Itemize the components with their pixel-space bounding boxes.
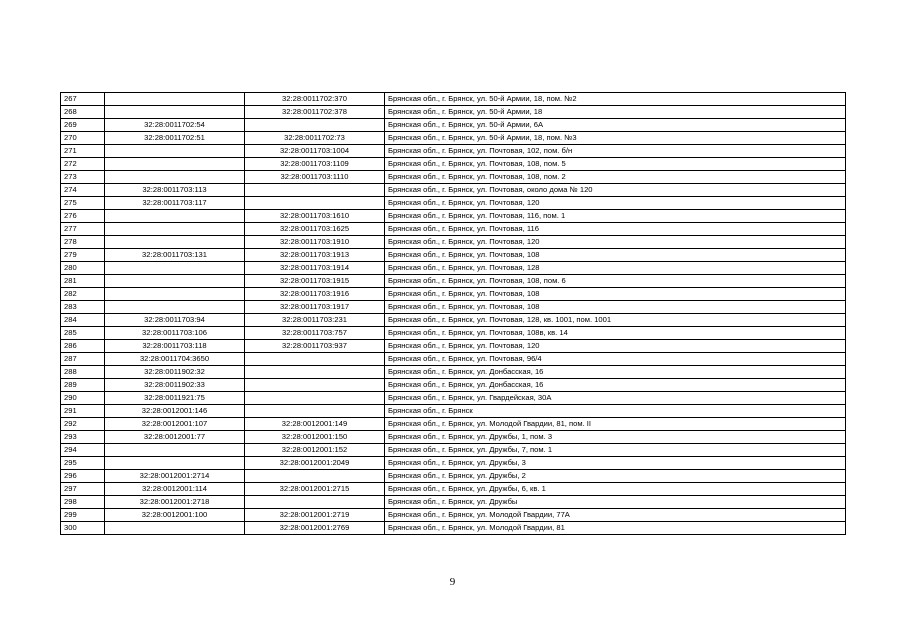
row-number-cell: 281 (61, 275, 105, 288)
cadastral-number-cell: 32:28:0011703:1004 (245, 145, 385, 158)
table-row (61, 496, 846, 509)
address-cell: Брянская обл., г. Брянск, ул. Почтовая, 128 (385, 262, 846, 275)
row-number-cell: 272 (61, 158, 105, 171)
cadastral-number-cell (105, 301, 245, 314)
cadastral-number-cell: 32:28:0011703:1610 (245, 210, 385, 223)
address-cell: Брянская обл., г. Брянск, ул. 50-й Армии, 18, пом. №3 (385, 132, 846, 145)
row-number-cell: 273 (61, 171, 105, 184)
registry-table (60, 92, 846, 535)
table-row (61, 392, 846, 405)
table-row (61, 418, 846, 431)
address-cell: Брянская обл., г. Брянск, ул. Почтовая, 108в, кв. 14 (385, 327, 846, 340)
cadastral-number-cell: 32:28:0011703:117 (105, 197, 245, 210)
cadastral-number-cell: 32:28:0012001:77 (105, 431, 245, 444)
address-cell: Брянская обл., г. Брянск, ул. Почтовая, 120 (385, 197, 846, 210)
cadastral-number-cell: 32:28:0011703:1917 (245, 301, 385, 314)
address-cell: Брянская обл., г. Брянск, ул. 50-й Армии, 6А (385, 119, 846, 132)
row-number-cell: 291 (61, 405, 105, 418)
table-row (61, 262, 846, 275)
table-row (61, 236, 846, 249)
cadastral-number-cell: 32:28:0011703:118 (105, 340, 245, 353)
address-cell: Брянская обл., г. Брянск, ул. Гвардейская, 30А (385, 392, 846, 405)
address-cell: Брянская обл., г. Брянск, ул. Почтовая, около дома № 120 (385, 184, 846, 197)
table-row (61, 210, 846, 223)
address-cell: Брянская обл., г. Брянск, ул. Почтовая, 116 (385, 223, 846, 236)
cadastral-number-cell (105, 522, 245, 535)
cadastral-number-cell: 32:28:0011703:131 (105, 249, 245, 262)
table-row (61, 184, 846, 197)
cadastral-number-cell (105, 210, 245, 223)
cadastral-number-cell (245, 470, 385, 483)
cadastral-number-cell: 32:28:0011703:106 (105, 327, 245, 340)
cadastral-number-cell (245, 197, 385, 210)
table-row (61, 405, 846, 418)
cadastral-number-cell (245, 184, 385, 197)
cadastral-number-cell (105, 158, 245, 171)
table-row (61, 522, 846, 535)
row-number-cell: 267 (61, 93, 105, 106)
cadastral-number-cell (105, 444, 245, 457)
address-cell: Брянская обл., г. Брянск, ул. Почтовая, 108, пом. 5 (385, 158, 846, 171)
row-number-cell: 295 (61, 457, 105, 470)
row-number-cell: 268 (61, 106, 105, 119)
cadastral-number-cell: 32:28:0012001:2719 (245, 509, 385, 522)
cadastral-number-cell: 32:28:0011702:73 (245, 132, 385, 145)
cadastral-number-cell (245, 353, 385, 366)
cadastral-number-cell: 32:28:0012001:2714 (105, 470, 245, 483)
address-cell: Брянская обл., г. Брянск, ул. Дружбы, 6, кв. 1 (385, 483, 846, 496)
cadastral-number-cell: 32:28:0011702:51 (105, 132, 245, 145)
address-cell: Брянская обл., г. Брянск (385, 405, 846, 418)
cadastral-number-cell (245, 496, 385, 509)
address-cell: Брянская обл., г. Брянск, ул. Почтовая, 108 (385, 249, 846, 262)
address-cell: Брянская обл., г. Брянск, ул. 50-й Армии, 18 (385, 106, 846, 119)
row-number-cell: 299 (61, 509, 105, 522)
cadastral-number-cell (105, 457, 245, 470)
row-number-cell: 282 (61, 288, 105, 301)
row-number-cell: 280 (61, 262, 105, 275)
row-number-cell: 274 (61, 184, 105, 197)
cadastral-number-cell: 32:28:0011902:32 (105, 366, 245, 379)
cadastral-number-cell (105, 288, 245, 301)
row-number-cell: 294 (61, 444, 105, 457)
cadastral-number-cell: 32:28:0011921:75 (105, 392, 245, 405)
table-row (61, 431, 846, 444)
table-row (61, 288, 846, 301)
cadastral-number-cell: 32:28:0011702:54 (105, 119, 245, 132)
table-row (61, 249, 846, 262)
row-number-cell: 277 (61, 223, 105, 236)
row-number-cell: 271 (61, 145, 105, 158)
page-number: 9 (449, 576, 456, 588)
row-number-cell: 293 (61, 431, 105, 444)
cadastral-number-cell: 32:28:0012001:107 (105, 418, 245, 431)
cadastral-number-cell: 32:28:0011703:113 (105, 184, 245, 197)
address-cell: Брянская обл., г. Брянск, ул. Дружбы (385, 496, 846, 509)
row-number-cell: 286 (61, 340, 105, 353)
address-cell: Брянская обл., г. Брянск, ул. Почтовая, 116, пом. 1 (385, 210, 846, 223)
cadastral-number-cell (245, 119, 385, 132)
cadastral-number-cell: 32:28:0012001:146 (105, 405, 245, 418)
table-row (61, 145, 846, 158)
cadastral-number-cell: 32:28:0011703:1913 (245, 249, 385, 262)
row-number-cell: 296 (61, 470, 105, 483)
cadastral-number-cell: 32:28:0012001:100 (105, 509, 245, 522)
table-row (61, 197, 846, 210)
row-number-cell: 279 (61, 249, 105, 262)
cadastral-number-cell (105, 106, 245, 119)
table-row (61, 314, 846, 327)
row-number-cell: 285 (61, 327, 105, 340)
cadastral-number-cell: 32:28:0012001:149 (245, 418, 385, 431)
address-cell: Брянская обл., г. Брянск, ул. Донбасская, 16 (385, 379, 846, 392)
table-row (61, 119, 846, 132)
address-cell: Брянская обл., г. Брянск, ул. Почтовая, 108 (385, 288, 846, 301)
address-cell: Брянская обл., г. Брянск, ул. Почтовая, 102, пом. б/н (385, 145, 846, 158)
cadastral-number-cell: 32:28:0011703:1916 (245, 288, 385, 301)
cadastral-number-cell: 32:28:0012001:2049 (245, 457, 385, 470)
table-row (61, 158, 846, 171)
cadastral-number-cell: 32:28:0011703:1625 (245, 223, 385, 236)
cadastral-number-cell: 32:28:0012001:152 (245, 444, 385, 457)
cadastral-number-cell: 32:28:0011902:33 (105, 379, 245, 392)
cadastral-number-cell (105, 93, 245, 106)
table-row (61, 223, 846, 236)
cadastral-number-cell (105, 275, 245, 288)
cadastral-number-cell: 32:28:0011703:1910 (245, 236, 385, 249)
table-row (61, 444, 846, 457)
address-cell: Брянская обл., г. Брянск, ул. Молодой Гвардии, 81, пом. II (385, 418, 846, 431)
table-row (61, 93, 846, 106)
cadastral-number-cell: 32:28:0011702:378 (245, 106, 385, 119)
row-number-cell: 275 (61, 197, 105, 210)
row-number-cell: 283 (61, 301, 105, 314)
address-cell: Брянская обл., г. Брянск, ул. Донбасская, 16 (385, 366, 846, 379)
address-cell: Брянская обл., г. Брянск, ул. Дружбы, 2 (385, 470, 846, 483)
table-row (61, 457, 846, 470)
cadastral-number-cell (105, 171, 245, 184)
row-number-cell: 269 (61, 119, 105, 132)
cadastral-number-cell: 32:28:0011704:3650 (105, 353, 245, 366)
address-cell: Брянская обл., г. Брянск, ул. 50-й Армии, 18, пом. №2 (385, 93, 846, 106)
address-cell: Брянская обл., г. Брянск, ул. Почтовая, 108 (385, 301, 846, 314)
cadastral-number-cell: 32:28:0012001:114 (105, 483, 245, 496)
cadastral-number-cell (245, 366, 385, 379)
address-cell: Брянская обл., г. Брянск, ул. Почтовая, 108, пом. 2 (385, 171, 846, 184)
cadastral-number-cell: 32:28:0011703:1109 (245, 158, 385, 171)
table-row (61, 509, 846, 522)
row-number-cell: 290 (61, 392, 105, 405)
cadastral-number-cell: 32:28:0012001:2718 (105, 496, 245, 509)
cadastral-number-cell (105, 145, 245, 158)
address-cell: Брянская обл., г. Брянск, ул. Молодой Гвардии, 77А (385, 509, 846, 522)
table-row (61, 132, 846, 145)
cadastral-number-cell (105, 236, 245, 249)
table-row (61, 106, 846, 119)
cadastral-number-cell (245, 405, 385, 418)
registry-table-body (61, 93, 846, 535)
address-cell: Брянская обл., г. Брянск, ул. Почтовая, 128, кв. 1001, пом. 1001 (385, 314, 846, 327)
address-cell: Брянская обл., г. Брянск, ул. Почтовая, 120 (385, 340, 846, 353)
table-row (61, 171, 846, 184)
address-cell: Брянская обл., г. Брянск, ул. Почтовая, 108, пом. 6 (385, 275, 846, 288)
row-number-cell: 289 (61, 379, 105, 392)
cadastral-number-cell: 32:28:0011703:1915 (245, 275, 385, 288)
cadastral-number-cell: 32:28:0011703:1914 (245, 262, 385, 275)
cadastral-number-cell (245, 379, 385, 392)
cadastral-number-cell: 32:28:0012001:150 (245, 431, 385, 444)
cadastral-number-cell: 32:28:0012001:2769 (245, 522, 385, 535)
address-cell: Брянская обл., г. Брянск, ул. Дружбы, 1, пом. 3 (385, 431, 846, 444)
table-row (61, 470, 846, 483)
address-cell: Брянская обл., г. Брянск, ул. Дружбы, 7, пом. 1 (385, 444, 846, 457)
address-cell: Брянская обл., г. Брянск, ул. Дружбы, 3 (385, 457, 846, 470)
table-row (61, 301, 846, 314)
address-cell: Брянская обл., г. Брянск, ул. Почтовая, 120 (385, 236, 846, 249)
cadastral-number-cell: 32:28:0011703:757 (245, 327, 385, 340)
cadastral-number-cell (105, 223, 245, 236)
row-number-cell: 292 (61, 418, 105, 431)
table-row (61, 379, 846, 392)
cadastral-number-cell (105, 262, 245, 275)
row-number-cell: 297 (61, 483, 105, 496)
table-row (61, 353, 846, 366)
cadastral-number-cell (245, 392, 385, 405)
cadastral-number-cell: 32:28:0011703:1110 (245, 171, 385, 184)
table-row (61, 366, 846, 379)
row-number-cell: 287 (61, 353, 105, 366)
row-number-cell: 276 (61, 210, 105, 223)
address-cell: Брянская обл., г. Брянск, ул. Молодой Гвардии, 81 (385, 522, 846, 535)
row-number-cell: 298 (61, 496, 105, 509)
cadastral-number-cell: 32:28:0011703:937 (245, 340, 385, 353)
row-number-cell: 284 (61, 314, 105, 327)
row-number-cell: 300 (61, 522, 105, 535)
table-row (61, 327, 846, 340)
table-row (61, 340, 846, 353)
table-row (61, 483, 846, 496)
row-number-cell: 270 (61, 132, 105, 145)
cadastral-number-cell: 32:28:0011703:231 (245, 314, 385, 327)
row-number-cell: 278 (61, 236, 105, 249)
table-row (61, 275, 846, 288)
row-number-cell: 288 (61, 366, 105, 379)
cadastral-number-cell: 32:28:0011703:94 (105, 314, 245, 327)
cadastral-number-cell: 32:28:0012001:2715 (245, 483, 385, 496)
address-cell: Брянская обл., г. Брянск, ул. Почтовая, 96/4 (385, 353, 846, 366)
cadastral-number-cell: 32:28:0011702:370 (245, 93, 385, 106)
